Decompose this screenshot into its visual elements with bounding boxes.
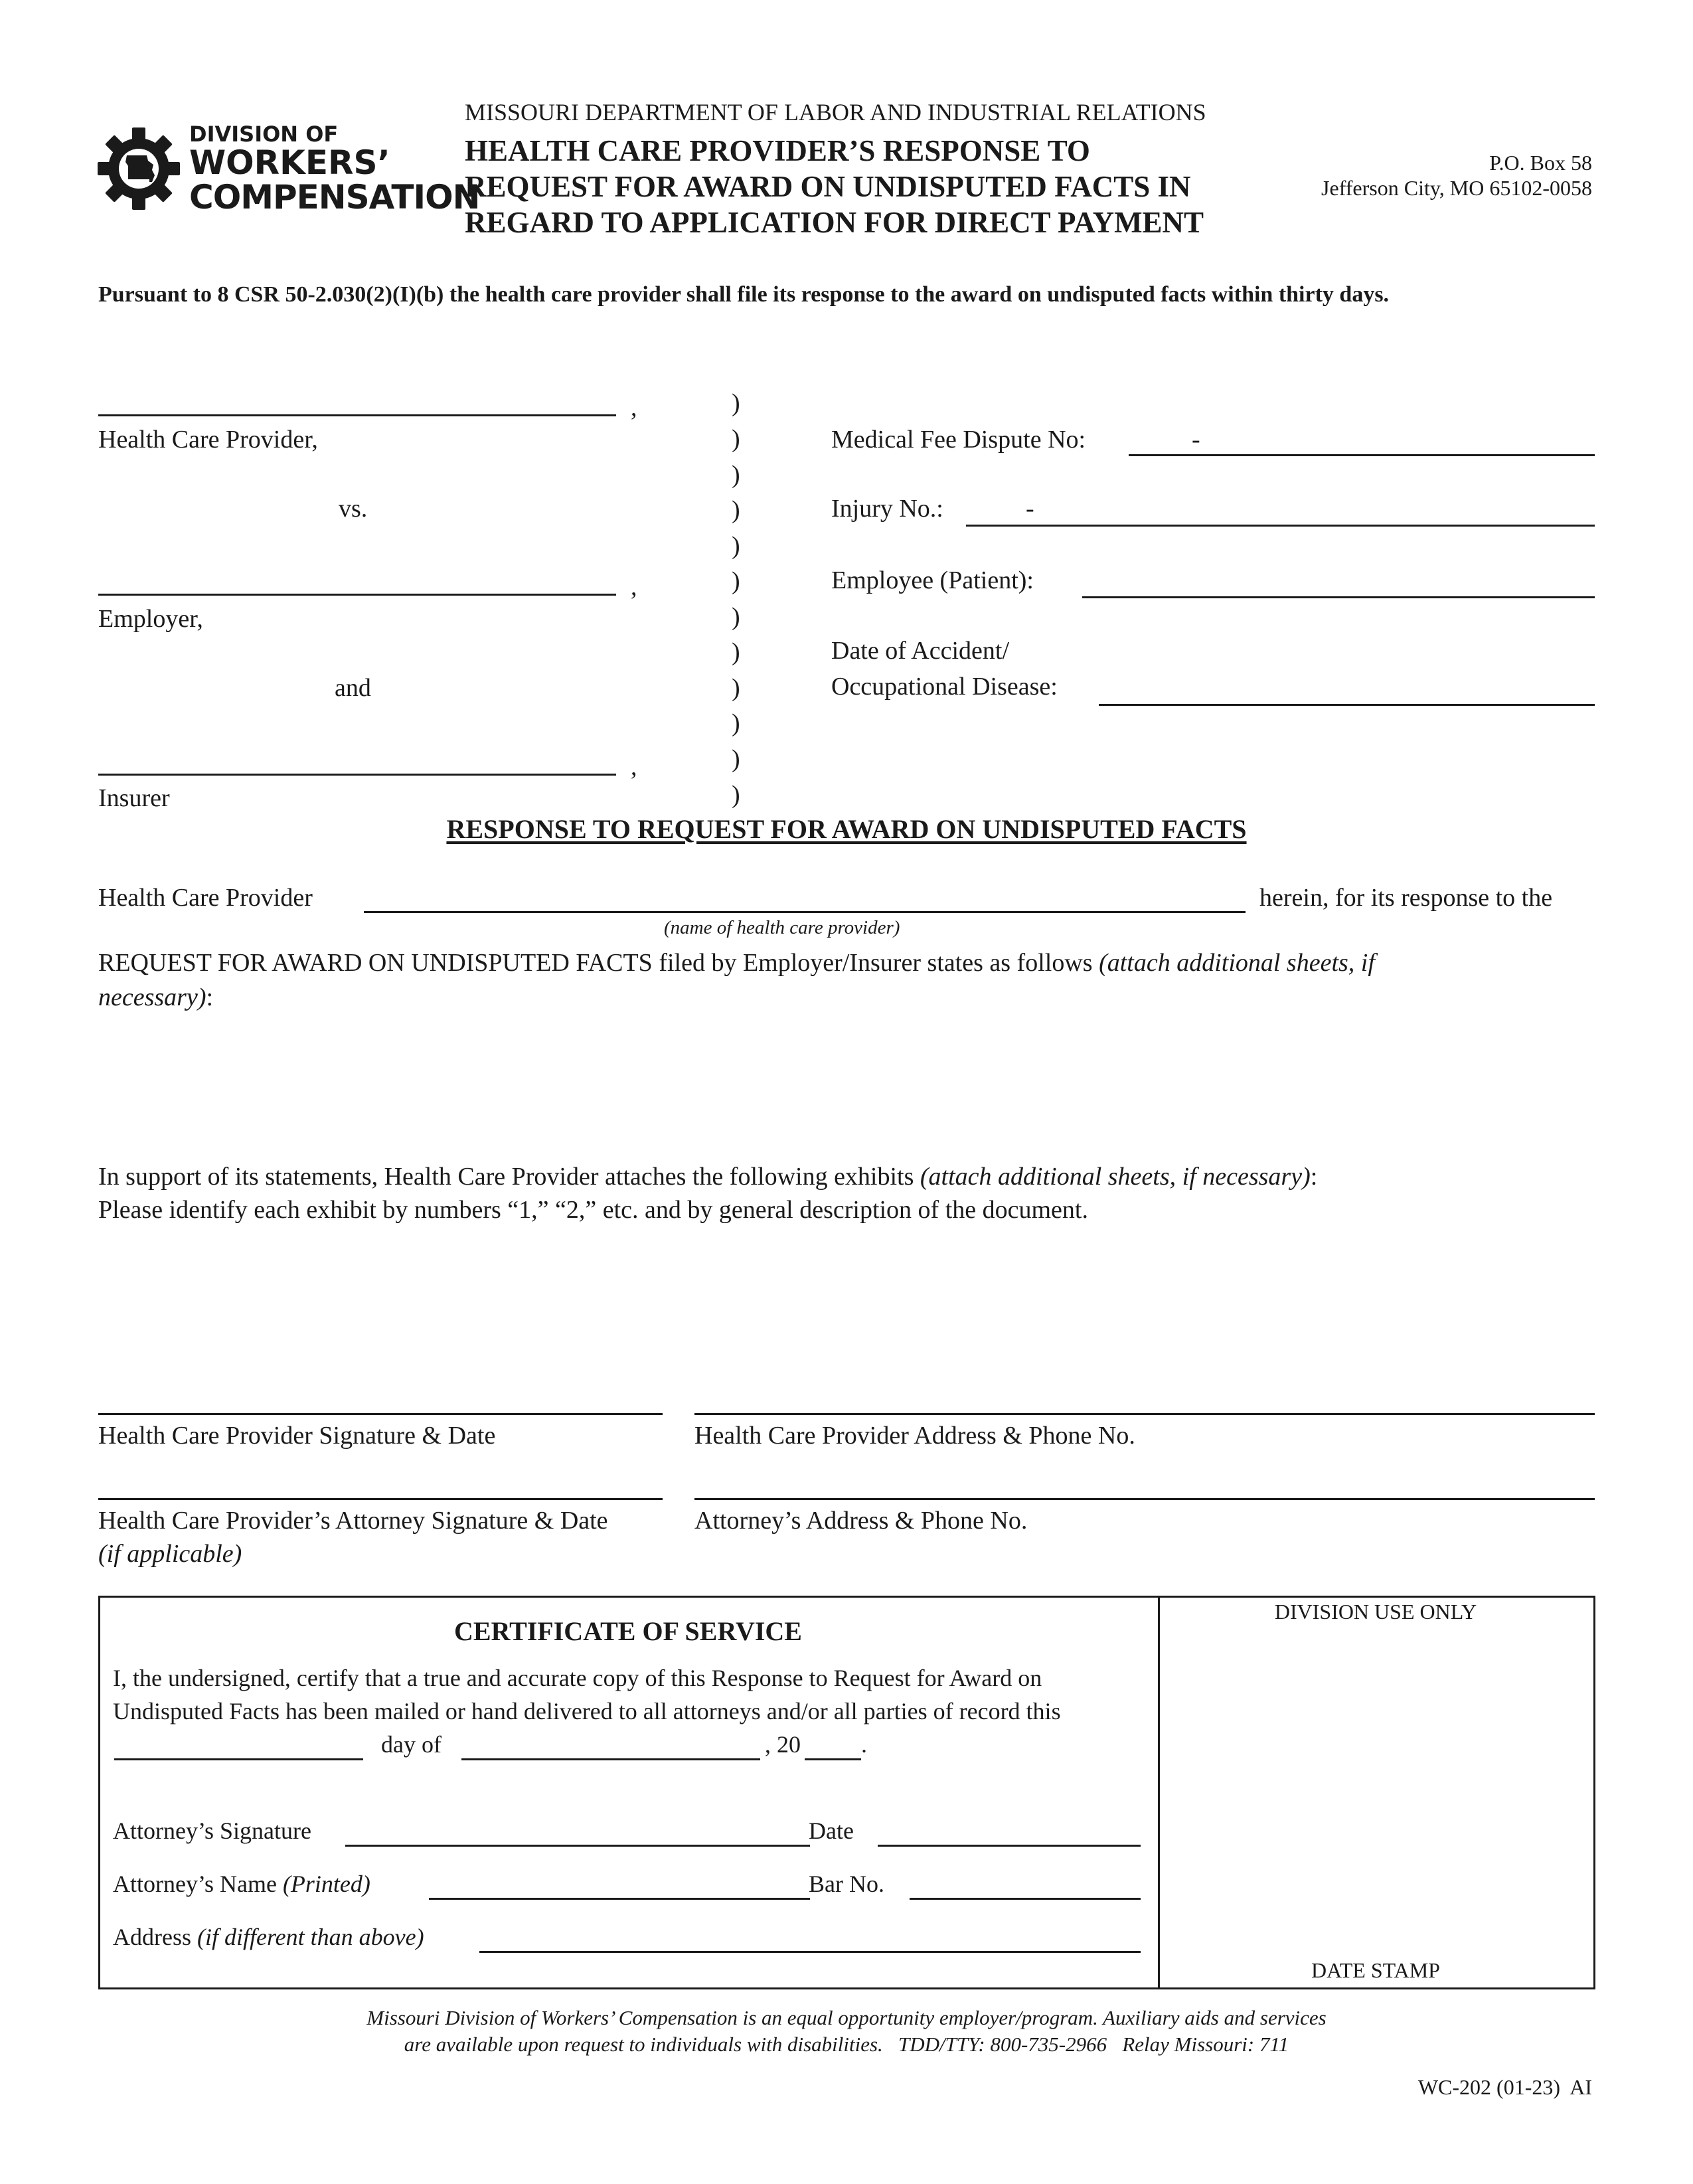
support-paragraph [98,1162,1317,1193]
caption-comma-2: , [631,573,637,601]
request-attach-note: (attach additional sheets, if [1099,949,1375,977]
injury-no-field[interactable] [966,525,1595,527]
year-period: . [861,1731,867,1758]
caption-and: and [335,674,371,702]
certificate-heading: CERTIFICATE OF SERVICE [454,1616,802,1646]
attorney-name-cert-field[interactable] [429,1898,810,1900]
caption-paren: ) [732,461,740,489]
certificate-divider [1158,1596,1160,1987]
caption-insurer: Insurer [98,784,170,812]
attorney-signature-label: Health Care Provider’s Attorney Signature & Date [98,1507,608,1535]
division-logo [96,122,480,216]
caption-paren: ) [732,567,740,595]
hcp-signature-label: Health Care Provider Signature & Date [98,1422,496,1450]
hcp-name-field[interactable] [364,911,1246,913]
mailing-address [1321,150,1592,201]
cert-address-text: Address [113,1924,191,1950]
bar-no-label: Bar No. [809,1871,884,1897]
caption-paren: ) [732,496,740,524]
date-of-accident-label-line2: Occupational Disease: [831,673,1058,701]
attorney-address-label: Attorney’s Address & Phone No. [694,1507,1028,1535]
caption-comma-1: , [631,394,637,422]
form-title-line1: HEALTH CARE PROVIDER’S RESPONSE TO [465,134,1090,167]
caption-paren: ) [732,709,740,737]
attorney-signature-field[interactable] [98,1498,663,1500]
hcp-label: Health Care Provider [98,884,313,912]
injury-no-label: Injury No.: [831,495,943,523]
caption-paren: ) [732,532,740,560]
caption-employer: Employer, [98,605,203,633]
injury-no-dash: - [1026,495,1034,523]
service-month-field[interactable] [461,1758,760,1760]
employee-field[interactable] [1082,596,1595,598]
caption-paren: ) [732,674,740,702]
support-text: In support of its statements, Health Care Provider attaches the following exhibits [98,1163,914,1191]
hcp-address-label: Health Care Provider Address & Phone No. [694,1422,1135,1450]
caption-vs: vs. [339,495,368,523]
form-title-line2: REQUEST FOR AWARD ON UNDISPUTED FACTS IN [465,170,1191,203]
bar-no-field[interactable] [910,1898,1141,1900]
caption-comma-3: , [631,753,637,781]
address-po-box: P.O. Box 58 [1489,151,1592,175]
attorney-name-text: Attorney’s Name [113,1871,277,1897]
cert-address-field[interactable] [479,1951,1141,1953]
request-text: REQUEST FOR AWARD ON UNDISPUTED FACTS filed by Employer/Insurer states as follows [98,949,1093,977]
medical-fee-dispute-label: Medical Fee Dispute No: [831,426,1086,454]
health-care-provider-name-field[interactable] [98,414,616,416]
cert-date-field[interactable] [878,1845,1141,1847]
gear-icon [96,126,181,211]
attorney-name-printed: (Printed) [282,1871,370,1897]
caption-paren: ) [732,603,740,631]
request-paragraph [98,948,1599,979]
cert-address-note: (if different than above) [197,1924,424,1950]
footer-disclaimer-line2: are available upon request to individuals with disabilities. TDD/TTY: 800-735-2966 Relay Missouri: 711 [404,2033,1289,2056]
attorney-signature-cert-field[interactable] [345,1845,810,1847]
service-year-field[interactable] [805,1758,861,1760]
service-day-field[interactable] [114,1758,363,1760]
caption-paren: ) [732,425,740,453]
identify-exhibits-text: Please identify each exhibit by numbers “1,” “2,” etc. and by general description of the document. [98,1196,1088,1224]
caption-paren: ) [732,389,740,417]
medical-fee-dispute-dash: - [1192,426,1200,454]
insurer-name-field[interactable] [98,774,616,776]
hcp-suffix: herein, for its response to the [1259,884,1553,912]
employer-name-field[interactable] [98,594,616,596]
pursuant-statement: Pursuant to 8 CSR 50-2.030(2)(I)(b) the health care provider shall file its response to the award on undisputed facts within thirty days. [98,282,1390,307]
attorney-signature-cert-label: Attorney’s Signature [113,1817,311,1844]
request-attach-note-end: necessary) [98,983,206,1011]
address-city: Jefferson City, MO 65102-0058 [1321,176,1592,200]
caption-paren: ) [732,745,740,773]
form-title-line3: REGARD TO APPLICATION FOR DIRECT PAYMENT [465,206,1204,239]
division-use-only-label: DIVISION USE ONLY [1274,1600,1477,1624]
request-colon: : [206,983,214,1011]
request-paragraph-line2 [98,983,213,1013]
cert-date-label: Date [809,1817,854,1844]
day-of-label: day of [381,1731,442,1758]
logo-text-line2: WORKERS’ [189,143,390,182]
form-id: WC-202 (01-23) AI [1417,2075,1592,2099]
caption-paren: ) [732,781,740,809]
date-of-accident-label-line1: Date of Accident/ [831,637,1010,665]
year-prefix-label: , 20 [765,1731,801,1758]
footer-disclaimer-line1: Missouri Division of Workers’ Compensation is an equal opportunity employer/program. Auxiliary aids and services [366,2006,1327,2029]
attorney-signature-note: (if applicable) [98,1540,242,1568]
form-title [465,133,1204,240]
certificate-text-line1: I, the undersigned, certify that a true and accurate copy of this Response to Request for Award on [113,1665,1042,1691]
date-of-accident-field[interactable] [1099,704,1595,706]
hcp-address-field[interactable] [694,1413,1595,1415]
hcp-signature-field[interactable] [98,1413,663,1415]
date-stamp-label: DATE STAMP [1311,1958,1440,1982]
attorney-address-field[interactable] [694,1498,1595,1500]
certificate-text-line2: Undisputed Facts has been mailed or hand delivered to all attorneys and/or all parties of record this [113,1698,1061,1724]
support-colon: : [1310,1163,1318,1191]
attorney-name-cert-label [113,1870,370,1898]
caption-health-care-provider: Health Care Provider, [98,426,318,454]
logo-text-line3: COMPENSATION [189,178,480,216]
department-name: MISSOURI DEPARTMENT OF LABOR AND INDUSTRIAL RELATIONS [465,99,1206,126]
cert-address-label [113,1923,424,1952]
hcp-name-hint: (name of health care provider) [664,917,900,938]
caption-paren: ) [732,638,740,666]
employee-label: Employee (Patient): [831,566,1034,594]
response-heading: RESPONSE TO REQUEST FOR AWARD ON UNDISPUTED FACTS [446,814,1247,844]
logo-text-line1: DIVISION OF [189,122,339,147]
support-attach-note: (attach additional sheets, if necessary) [920,1163,1311,1191]
